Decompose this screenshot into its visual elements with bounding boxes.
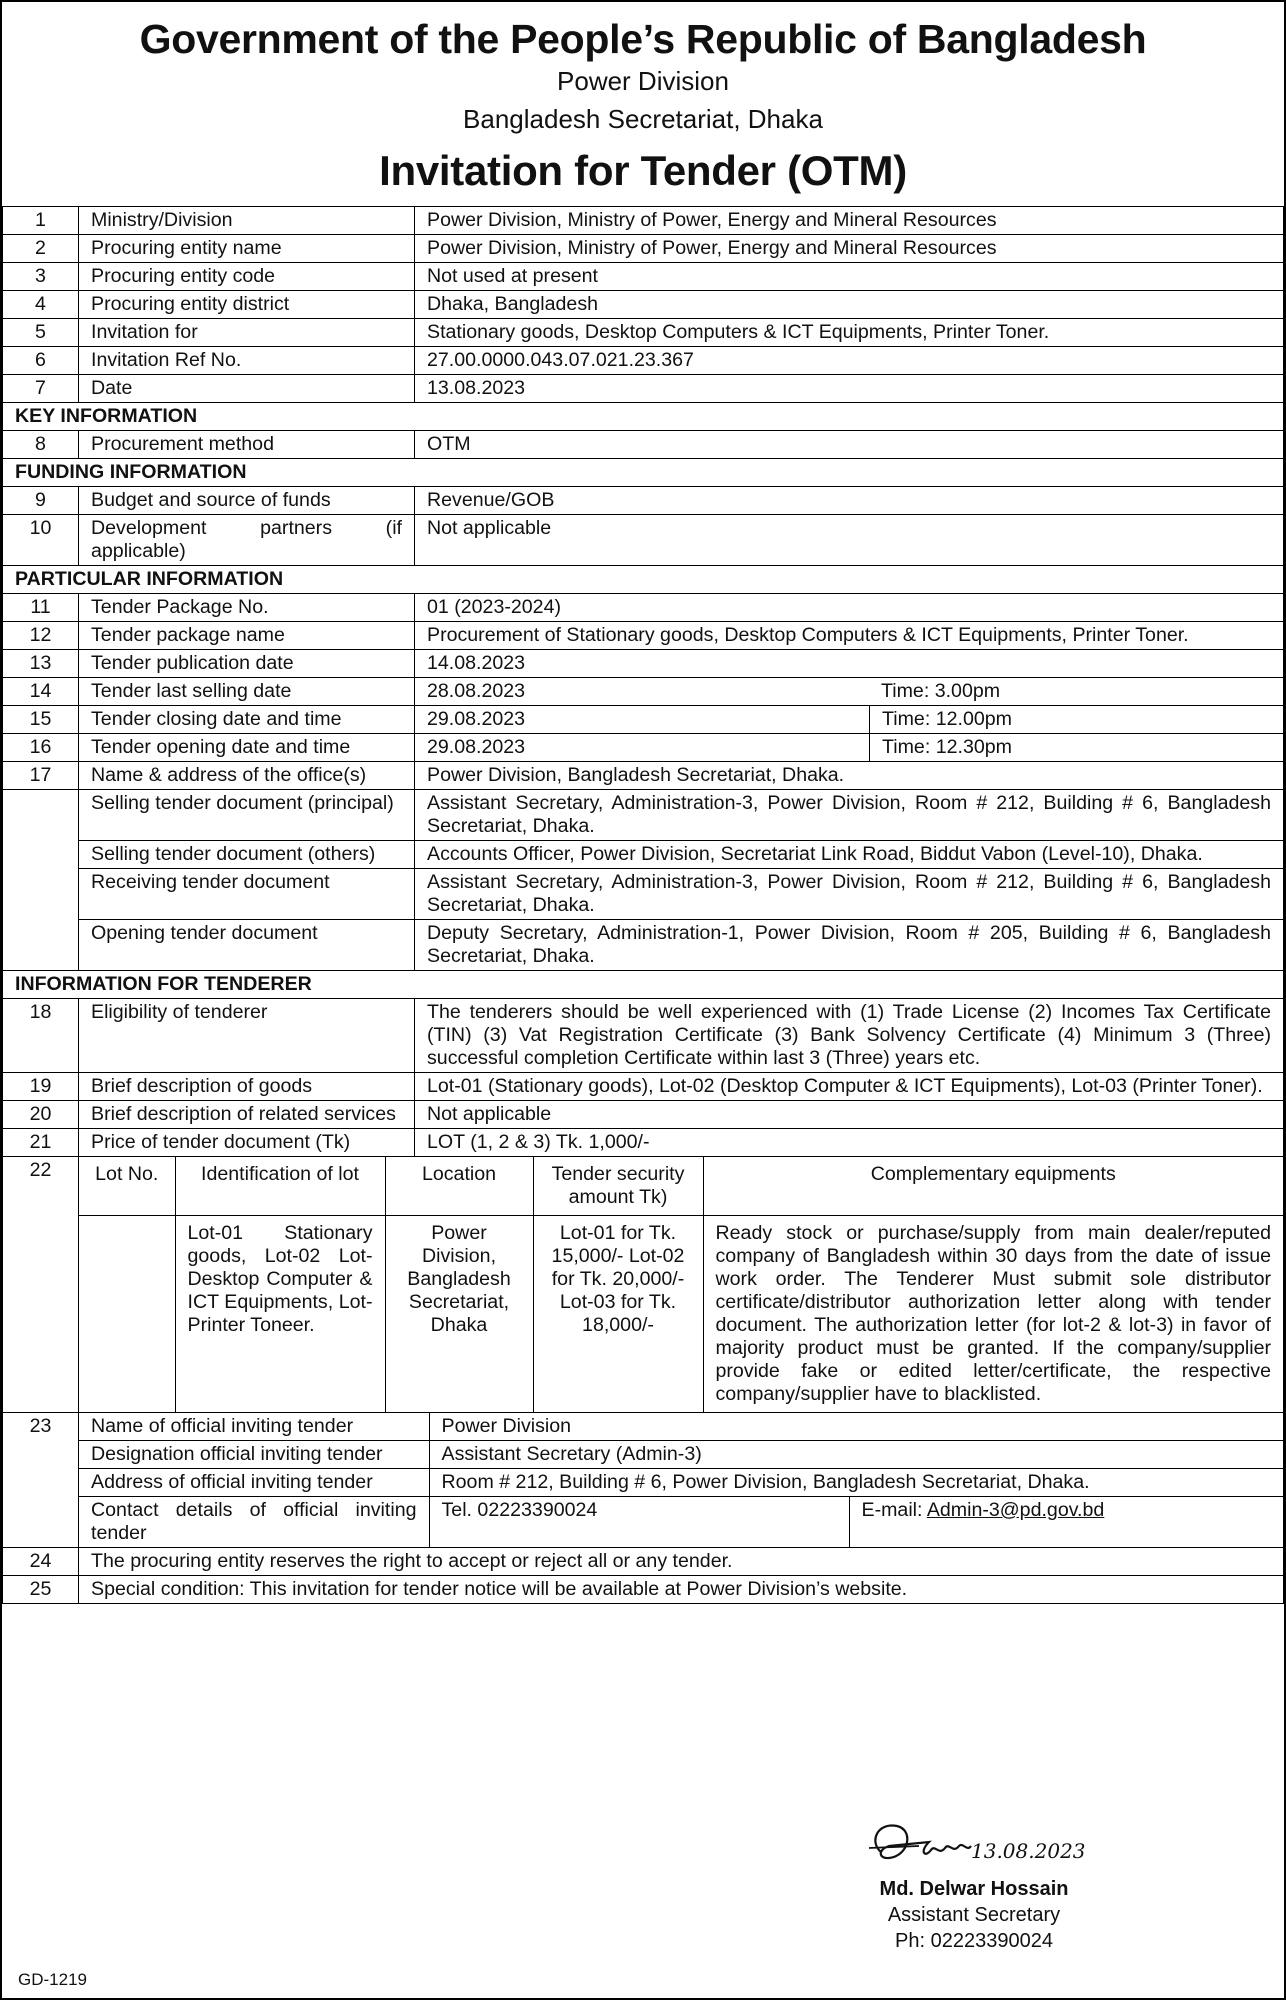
row-number: 11 bbox=[3, 594, 79, 622]
row-number: 10 bbox=[3, 515, 79, 566]
lot-header-location: Location bbox=[385, 1157, 533, 1216]
signature-date: 13.08.2023 bbox=[971, 1839, 1086, 1863]
table-row bbox=[3, 622, 1284, 650]
row-label: Receiving tender document bbox=[79, 869, 415, 920]
row-number: 5 bbox=[3, 319, 79, 347]
row-label: Brief description of goods bbox=[79, 1073, 415, 1101]
official-label: Name of official inviting tender bbox=[79, 1413, 429, 1441]
row-number: 25 bbox=[3, 1576, 79, 1604]
row-label: Price of tender document (Tk) bbox=[79, 1129, 415, 1157]
table-row bbox=[3, 790, 1284, 841]
row-label: Tender package name bbox=[79, 622, 415, 650]
row-label: Budget and source of funds bbox=[79, 487, 415, 515]
table-row bbox=[3, 678, 1284, 706]
table-row bbox=[79, 1413, 1283, 1441]
row-value: Revenue/GOB bbox=[415, 487, 1284, 515]
table-row bbox=[3, 1073, 1284, 1101]
row-number: 20 bbox=[3, 1101, 79, 1129]
row-value: Procurement of Stationary goods, Desktop Computers & ICT Equipments, Printer Toner. bbox=[415, 622, 1284, 650]
table-row bbox=[3, 1576, 1284, 1604]
row-label: Invitation Ref No. bbox=[79, 347, 415, 375]
section-heading-key-information: KEY INFORMATION bbox=[3, 403, 1284, 431]
row-number: 15 bbox=[3, 706, 79, 734]
row-number: 7 bbox=[3, 375, 79, 403]
table-row bbox=[3, 515, 1284, 566]
lot-table-row bbox=[79, 1216, 1283, 1413]
row-label: Procuring entity district bbox=[79, 291, 415, 319]
tender-table bbox=[2, 206, 1284, 1604]
row-label: Procurement method bbox=[79, 431, 415, 459]
tender-table-body bbox=[3, 207, 1284, 1604]
row-number: 17 bbox=[3, 762, 79, 790]
table-row bbox=[3, 235, 1284, 263]
row-number: 14 bbox=[3, 678, 79, 706]
table-row bbox=[3, 1157, 1284, 1413]
row-value: Not used at present bbox=[415, 263, 1284, 291]
row-label: Ministry/Division bbox=[79, 207, 415, 235]
row-value bbox=[415, 706, 1284, 734]
official-value: Power Division bbox=[429, 1413, 1283, 1441]
table-row bbox=[79, 1497, 1283, 1548]
time-value: Time: 3.00pm bbox=[881, 680, 1001, 702]
row-number: 4 bbox=[3, 291, 79, 319]
row-value: Power Division, Bangladesh Secretariat, Dhaka. bbox=[415, 762, 1284, 790]
email-label: E-mail: bbox=[861, 1499, 927, 1521]
row-value: Assistant Secretary, Administration-3, Power Division, Room # 212, Building # 6, Bangladesh Secretariat, Dhaka. bbox=[415, 869, 1284, 920]
row-value: Stationary goods, Desktop Computers & ICT Equipments, Printer Toner. bbox=[415, 319, 1284, 347]
section-heading-funding-information: FUNDING INFORMATION bbox=[3, 459, 1284, 487]
row-value: Assistant Secretary, Administration-3, Power Division, Room # 212, Building # 6, Bangladesh Secretariat, Dhaka. bbox=[415, 790, 1284, 841]
row-number-blank bbox=[3, 790, 79, 971]
official-label: Address of official inviting tender bbox=[79, 1469, 429, 1497]
signatory-name: Md. Delwar Hossain bbox=[879, 1878, 1069, 1900]
row-label: Date bbox=[79, 375, 415, 403]
section-heading-information-for-tenderer: INFORMATION FOR TENDERER bbox=[3, 971, 1284, 999]
row-label: Tender last selling date bbox=[79, 678, 415, 706]
signature-block bbox=[824, 1812, 1124, 1954]
table-row bbox=[3, 291, 1284, 319]
section-heading-row bbox=[3, 403, 1284, 431]
row-label: Procuring entity code bbox=[79, 263, 415, 291]
lot-table bbox=[79, 1157, 1283, 1412]
row-text: Special condition: This invitation for tender notice will be available at Power Division’s website. bbox=[79, 1576, 1284, 1604]
row-number: 22 bbox=[3, 1157, 79, 1413]
table-row bbox=[3, 869, 1284, 920]
date-value: 29.08.2023 bbox=[415, 734, 870, 761]
table-row bbox=[3, 594, 1284, 622]
table-row bbox=[3, 347, 1284, 375]
row-label: Invitation for bbox=[79, 319, 415, 347]
row-label: Tender Package No. bbox=[79, 594, 415, 622]
section-heading-row bbox=[3, 566, 1284, 594]
row-number: 6 bbox=[3, 347, 79, 375]
row-value: 27.00.0000.043.07.021.23.367 bbox=[415, 347, 1284, 375]
row-number: 2 bbox=[3, 235, 79, 263]
table-row bbox=[3, 1413, 1284, 1548]
table-row bbox=[3, 734, 1284, 762]
table-row bbox=[3, 1129, 1284, 1157]
signature-scribble bbox=[859, 1812, 1089, 1876]
row-number: 13 bbox=[3, 650, 79, 678]
official-table-cell bbox=[79, 1413, 1284, 1548]
row-value: The tenderers should be well experienced with (1) Trade License (2) Incomes Tax Certificate (TIN) (3) Vat Registration Certificate (3) Bank Solvency Certificate (4) Minimum 3 (Three) successful completion Certificate within last 3 (Three) years etc. bbox=[415, 999, 1284, 1073]
row-value: 14.08.2023 bbox=[415, 650, 1284, 678]
lot-header-equipment: Complementary equipments bbox=[703, 1157, 1283, 1216]
table-row bbox=[3, 1101, 1284, 1129]
table-row bbox=[79, 1469, 1283, 1497]
lot-table-header bbox=[79, 1157, 1283, 1216]
row-number: 12 bbox=[3, 622, 79, 650]
row-value bbox=[415, 734, 1284, 762]
row-label: Eligibility of tenderer bbox=[79, 999, 415, 1073]
row-value bbox=[415, 678, 1284, 706]
time-value: Time: 12.30pm bbox=[882, 736, 1012, 758]
table-row bbox=[3, 999, 1284, 1073]
official-email-cell bbox=[849, 1497, 1283, 1548]
row-text: The procuring entity reserves the right to accept or reject all or any tender. bbox=[79, 1548, 1284, 1576]
section-heading-row bbox=[3, 971, 1284, 999]
government-title: Government of the People’s Republic of Bangladesh bbox=[139, 16, 1147, 62]
row-value: 01 (2023-2024) bbox=[415, 594, 1284, 622]
row-label: Tender publication date bbox=[79, 650, 415, 678]
table-row bbox=[3, 841, 1284, 869]
table-row bbox=[3, 650, 1284, 678]
table-row bbox=[3, 431, 1284, 459]
lot-header-security: Tender security amount Tk) bbox=[533, 1157, 703, 1216]
row-number: 21 bbox=[3, 1129, 79, 1157]
table-row bbox=[3, 263, 1284, 291]
row-value: Dhaka, Bangladesh bbox=[415, 291, 1284, 319]
row-value: Lot-01 (Stationary goods), Lot-02 (Desktop Computer & ICT Equipments), Lot-03 (Printer Toner). bbox=[415, 1073, 1284, 1101]
lot-equipment-value: Ready stock or purchase/supply from main dealer/reputed company of Bangladesh within 30 days from the date of issue work order. The Tenderer Must submit sole distributor certificate/distributor authorization letter along with tender document. The authorization letter (for lot-2 & lot-3) in favor of majority product must be granted. If the company/supplier provide fake or edited letter/certificate, the respective company/supplier have to blacklisted. bbox=[703, 1216, 1283, 1413]
row-value: Accounts Officer, Power Division, Secretariat Link Road, Biddut Vabon (Level-10), Dhaka. bbox=[415, 841, 1284, 869]
table-row bbox=[3, 207, 1284, 235]
official-table bbox=[79, 1413, 1283, 1547]
table-row bbox=[3, 762, 1284, 790]
row-value: Not applicable bbox=[415, 515, 1284, 566]
row-number: 1 bbox=[3, 207, 79, 235]
official-tel: Tel. 02223390024 bbox=[429, 1497, 849, 1548]
row-value: Power Division, Ministry of Power, Energy and Mineral Resources bbox=[415, 235, 1284, 263]
date-value: 28.08.2023 bbox=[427, 680, 526, 702]
notice-title: Invitation for Tender (OTM) bbox=[379, 147, 907, 194]
table-row bbox=[3, 319, 1284, 347]
row-number: 3 bbox=[3, 263, 79, 291]
row-label: Name & address of the office(s) bbox=[79, 762, 415, 790]
row-value: OTM bbox=[415, 431, 1284, 459]
row-value: Power Division, Ministry of Power, Energy and Mineral Resources bbox=[415, 207, 1284, 235]
lot-security-value: Lot-01 for Tk. 15,000/- Lot-02 for Tk. 20,000/- Lot-03 for Tk. 18,000/- bbox=[533, 1216, 703, 1413]
official-label: Designation official inviting tender bbox=[79, 1441, 429, 1469]
row-label: Tender closing date and time bbox=[79, 706, 415, 734]
row-value: 13.08.2023 bbox=[415, 375, 1284, 403]
row-label: Selling tender document (others) bbox=[79, 841, 415, 869]
row-number: 19 bbox=[3, 1073, 79, 1101]
notice-header bbox=[2, 16, 1284, 198]
row-value: LOT (1, 2 & 3) Tk. 1,000/- bbox=[415, 1129, 1284, 1157]
lot-no-value bbox=[79, 1216, 175, 1413]
official-value: Assistant Secretary (Admin-3) bbox=[429, 1441, 1283, 1469]
table-row bbox=[3, 920, 1284, 971]
row-value: Not applicable bbox=[415, 1101, 1284, 1129]
official-label: Contact details of official inviting tender bbox=[79, 1497, 429, 1548]
row-number: 23 bbox=[3, 1413, 79, 1548]
official-value: Room # 212, Building # 6, Power Division, Bangladesh Secretariat, Dhaka. bbox=[429, 1469, 1283, 1497]
signatory-designation: Assistant Secretary bbox=[887, 1904, 1061, 1926]
section-heading-row bbox=[3, 459, 1284, 487]
time-value: Time: 12.00pm bbox=[882, 708, 1012, 730]
row-number: 18 bbox=[3, 999, 79, 1073]
row-label: Development partners (if applicable) bbox=[79, 515, 415, 566]
section-heading-particular-information: PARTICULAR INFORMATION bbox=[3, 566, 1284, 594]
row-number: 16 bbox=[3, 734, 79, 762]
table-row bbox=[3, 375, 1284, 403]
row-label: Procuring entity name bbox=[79, 235, 415, 263]
lot-identification-value: Lot-01 Stationary goods, Lot-02 Lot-Desktop Computer & ICT Equipments, Lot-Printer Toneer. bbox=[175, 1216, 385, 1413]
row-number: 8 bbox=[3, 431, 79, 459]
table-row bbox=[3, 1548, 1284, 1576]
lot-location-value: Power Division, Bangladesh Secretariat, Dhaka bbox=[385, 1216, 533, 1413]
lot-header-lot-no: Lot No. bbox=[79, 1157, 175, 1216]
row-label: Selling tender document (principal) bbox=[79, 790, 415, 841]
table-row bbox=[3, 706, 1284, 734]
division-name: Power Division bbox=[557, 66, 729, 96]
lot-header-identification: Identification of lot bbox=[175, 1157, 385, 1216]
table-row bbox=[3, 487, 1284, 515]
lot-table-cell bbox=[79, 1157, 1284, 1413]
row-value: Deputy Secretary, Administration-1, Power Division, Room # 205, Building # 6, Bangladesh Secretariat, Dhaka. bbox=[415, 920, 1284, 971]
row-label: Brief description of related services bbox=[79, 1101, 415, 1129]
row-number: 9 bbox=[3, 487, 79, 515]
signatory-phone: Ph: 02223390024 bbox=[895, 1930, 1053, 1952]
footer-code: GD-1219 bbox=[18, 1970, 87, 1989]
division-location: Bangladesh Secretariat, Dhaka bbox=[463, 104, 823, 134]
email-link[interactable]: Admin-3@pd.gov.bd bbox=[926, 1499, 1105, 1521]
row-number: 24 bbox=[3, 1548, 79, 1576]
date-value: 29.08.2023 bbox=[415, 706, 870, 733]
table-row bbox=[79, 1441, 1283, 1469]
row-label: Tender opening date and time bbox=[79, 734, 415, 762]
row-label: Opening tender document bbox=[79, 920, 415, 971]
